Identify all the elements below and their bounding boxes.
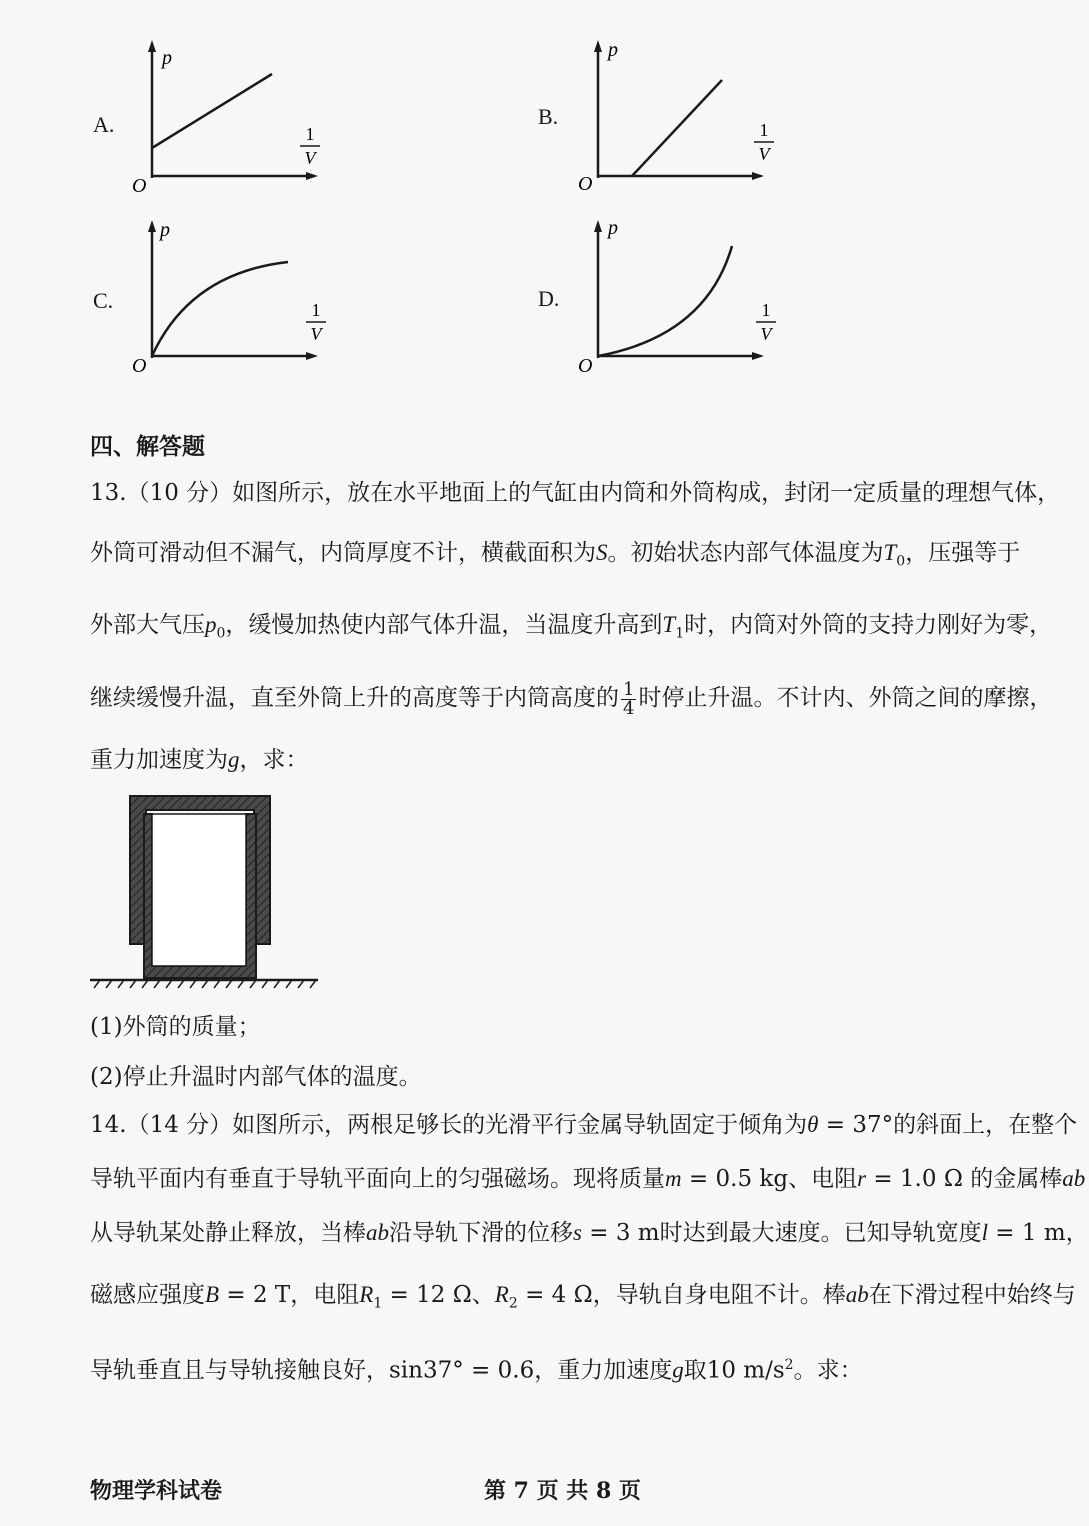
q13-line-4: 继续缓慢升温，直至外筒上升的高度等于内筒高度的 $\frac{1}{4}$ 时停止升温。不计内、外筒之间的摩擦， [90, 678, 1053, 719]
y-axis-arrow [148, 40, 156, 52]
q13-subquestion-2: (2)停止升温时内部气体的温度。 [90, 1064, 422, 1090]
y-axis-label: p [162, 47, 172, 69]
q14-line-4: 磁感应强度B = 2 T，电阻$R_1 = 12$ Ω、$R_2 = 4$ Ω，导轨自身电阻不计。棒ab在下滑过程中始终与 [90, 1282, 1076, 1312]
option-c-label: C. [93, 288, 114, 313]
origin-label: O [132, 175, 147, 197]
section-title: 四、解答题 [90, 433, 205, 460]
q13-line-5: 重力加速度为g，求： [90, 747, 309, 773]
x-frac-den: V [758, 144, 770, 164]
x-frac-num: 1 [759, 120, 769, 140]
curve-line [632, 80, 722, 176]
graph-d [566, 218, 786, 376]
origin-label: O [132, 355, 147, 377]
q14-line-1: 14.（14 分）如图所示，两根足够长的光滑平行金属导轨固定于倾角为θ = 37°的斜面上，在整个 [90, 1112, 1078, 1138]
y-axis-label: p [608, 217, 618, 239]
x-frac-num: 1 [311, 300, 321, 320]
x-frac-den: V [760, 324, 772, 344]
fraction-one-quarter: $\frac{1}{4}$ [623, 678, 635, 719]
x-axis-arrow [306, 172, 318, 180]
y-axis-arrow [594, 40, 602, 52]
gas-chamber [152, 814, 246, 966]
q13-subquestion-1: (1)外筒的质量； [90, 1014, 261, 1040]
y-axis-arrow [148, 220, 156, 232]
x-frac-den: V [304, 148, 316, 168]
x-axis-arrow [752, 172, 764, 180]
graph-c [120, 218, 340, 376]
x-frac-den: V [310, 324, 322, 344]
option-d-label: D. [538, 286, 560, 311]
origin-label: O [578, 355, 593, 377]
x-frac-num: 1 [761, 300, 771, 320]
origin-label: O [578, 173, 593, 195]
y-axis-arrow [594, 220, 602, 232]
q14-line-2: 导轨平面内有垂直于导轨平面向上的匀强磁场。现将质量m = 0.5 kg、电阻r = 1.0 Ω 的金属棒ab [90, 1166, 1086, 1192]
q14-line-5: 导轨垂直且与导轨接触良好，sin37° = 0.6，重力加速度g取10 $m/s^2$。求： [90, 1357, 863, 1384]
y-axis-label: p [608, 39, 618, 61]
y-axis-label: p [160, 219, 170, 241]
x-axis-arrow [306, 352, 318, 360]
curve-line [598, 246, 732, 356]
footer-subject: 物理学科试卷 [90, 1478, 223, 1504]
x-frac-num: 1 [305, 124, 315, 144]
footer-page-number: 第 7 页 共 8 页 [484, 1478, 641, 1504]
option-a-label: A. [93, 112, 115, 137]
q14-line-3: 从导轨某处静止释放，当棒ab沿导轨下滑的位移s = 3 m时达到最大速度。已知导轨宽度l = 1 m， [90, 1220, 1089, 1246]
graph-b [566, 38, 786, 195]
graph-a [120, 38, 340, 197]
q13-line-1: 13.（10 分）如图所示，放在水平地面上的气缸由内筒和外筒构成，封闭一定质量的理想气体， [90, 480, 1061, 506]
curve-line [152, 74, 272, 148]
cylinder-diagram [86, 790, 326, 1000]
curve-line [152, 262, 288, 356]
option-b-label: B. [538, 104, 559, 129]
q13-line-3: 外部大气压$p_0$，缓慢加热使内部气体升温，当温度升高到$T_1$时，内筒对外筒的支持力刚好为零， [90, 612, 1053, 642]
q13-line-2: 外筒可滑动但不漏气，内筒厚度不计，横截面积为S。初始状态内部气体温度为$T_0$，压强等于 [90, 540, 1021, 570]
x-axis-arrow [752, 352, 764, 360]
